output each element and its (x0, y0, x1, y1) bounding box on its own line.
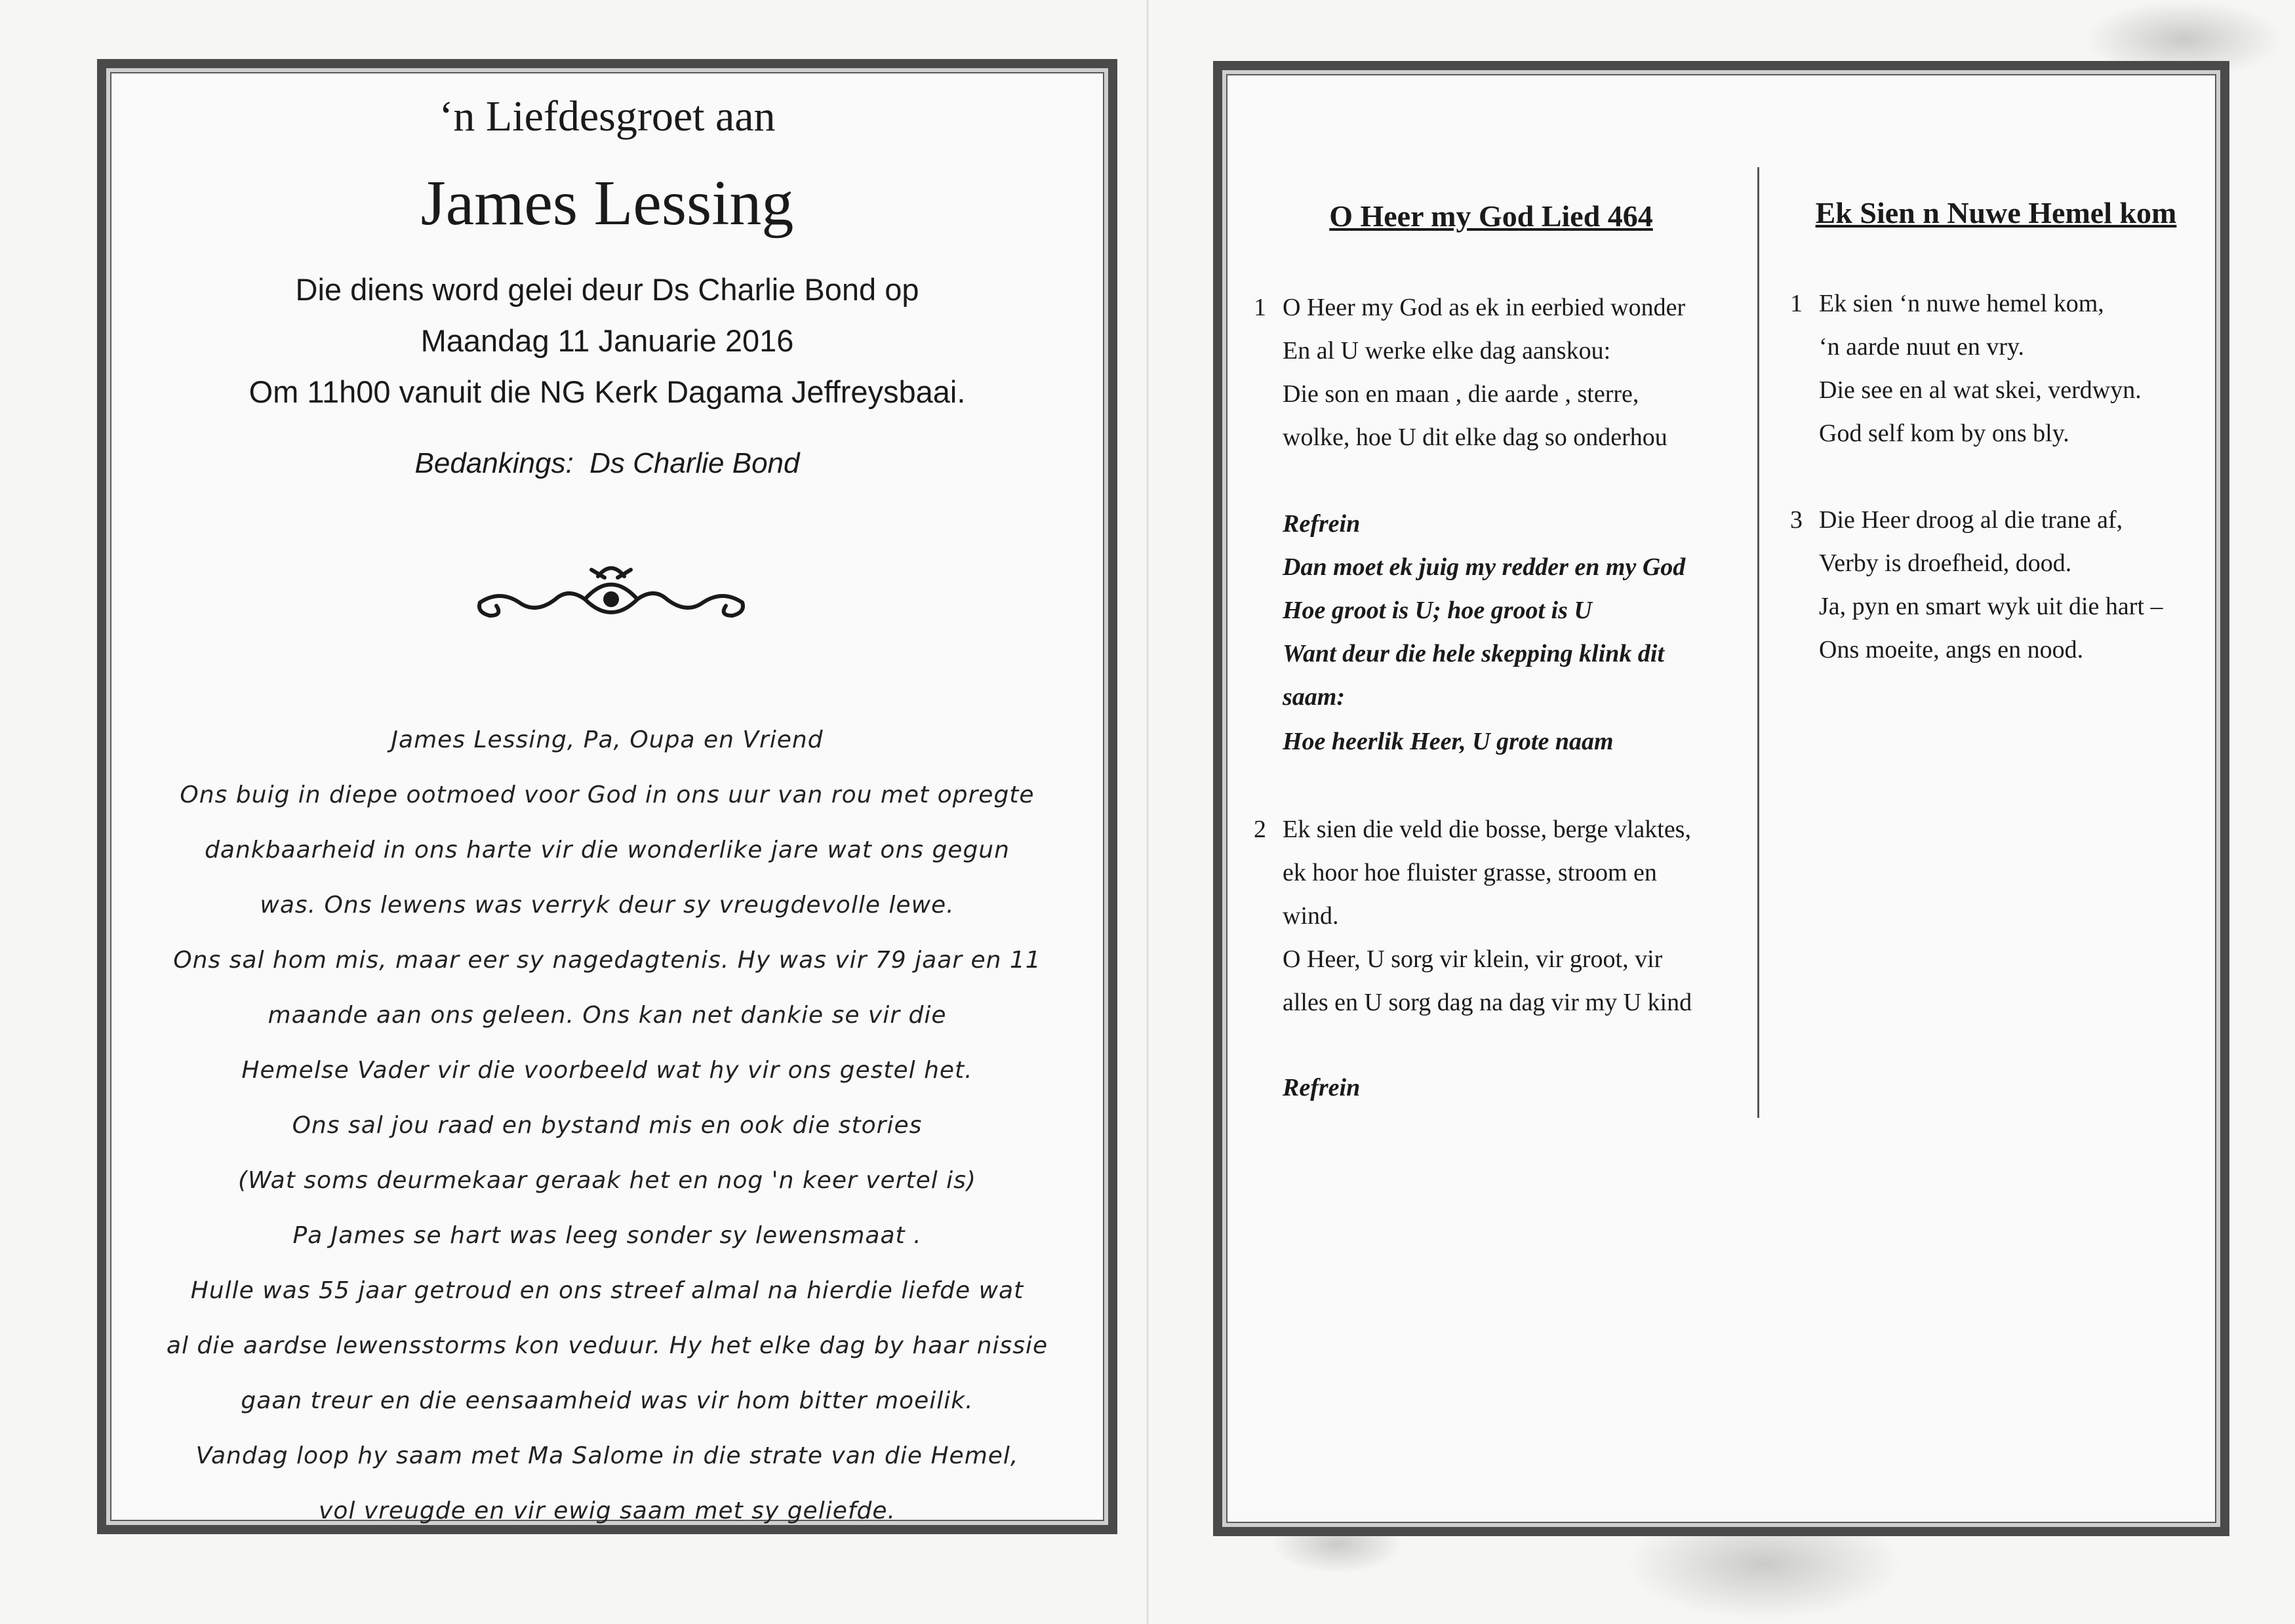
tribute-line: Hemelse Vader vir die voorbeeld wat hy vir ons gestel het. (241, 1057, 973, 1084)
thanks-line (106, 447, 1108, 480)
verse-line: ek hoor hoe fluister grasse, stroom en (1283, 859, 1657, 886)
verse-line: Ek sien ‘n nuwe hemel kom, (1819, 290, 2104, 317)
flourish-ornament-icon (467, 557, 755, 642)
tribute-line: Hulle was 55 jaar getroud en ons streef almal na hierdie liefde wat (190, 1277, 1024, 1304)
verse-line: Verby is droefheid, dood. (1819, 549, 2072, 577)
tribute-line: maande aan ons geleen. Ons kan net dankie se vir die (268, 1002, 947, 1029)
hymns-panel (1213, 61, 2229, 1536)
verse-line: Die Heer droog al die trane af, (1819, 506, 2123, 534)
verse-line: wind. (1283, 902, 1339, 930)
refrain-line: Hoe groot is U; hoe groot is U (1283, 597, 1592, 624)
tribute-line: dankbaarheid in ons harte vir die wonderlike jare wat ons gegun (205, 837, 1010, 863)
verse-line: En al U werke elke dag aanskou: (1283, 337, 1611, 365)
tribute-line: Ons sal hom mis, maar eer sy nagedagtenis. Hy was vir 79 jaar en 11 (173, 947, 1041, 974)
tribute-line: Ons buig in diepe ootmoed voor God in ons uur van rou met opregte (180, 782, 1035, 808)
tribute-line: was. Ons lewens was verryk deur sy vreugdevolle lewe. (260, 892, 955, 919)
tribute-line: (Wat soms deurmekaar geraak het en nog 'n keer vertel is) (238, 1167, 976, 1194)
refrain-line: saam: (1283, 683, 1345, 711)
verse-number: 1 (1790, 290, 1803, 317)
tribute-line: Vandag loop hy saam met Ma Salome in die strate van die Hemel, (195, 1442, 1019, 1469)
song-title: Ek Sien n Nuwe Hemel kom (1815, 196, 2177, 229)
deceased-name: James Lessing (420, 168, 794, 239)
greeting: ‘n Liefdesgroet aan (439, 92, 776, 140)
verse-number: 3 (1790, 506, 1803, 534)
refrain-repeat-label: Refrein (1283, 1074, 1361, 1101)
verse-line: Die see en al wat skei, verdwyn. (1819, 376, 2142, 404)
verse-line: Ja, pyn en smart wyk uit die hart – (1819, 593, 2163, 620)
refrain-line: Hoe heerlik Heer, U grote naam (1283, 728, 1614, 755)
verse-line: alles en U sorg dag na dag vir my U kind (1283, 989, 1692, 1016)
tribute-line: James Lessing, Pa, Oupa en Vriend (391, 726, 824, 753)
tribute-line: Pa James se hart was leeg sonder sy lewensmaat . (292, 1222, 922, 1249)
verse-line: Die son en maan , die aarde , sterre, (1283, 380, 1639, 408)
verse-line: Ek sien die veld die bosse, berge vlaktes, (1283, 816, 1691, 843)
refrain-label: Refrein (1283, 510, 1361, 538)
tribute-line: al die aardse lewensstorms kon veduur. Hy het elke dag by haar nissie (166, 1332, 1048, 1359)
thanks-name: Ds Charlie Bond (589, 447, 800, 479)
service-line: Die diens word gelei deur Ds Charlie Bond op (295, 272, 919, 307)
tribute-line: vol vreugde en vir ewig saam met sy geliefde. (319, 1497, 896, 1524)
verse-line: ‘n aarde nuut en vry. (1819, 333, 2025, 361)
service-time-venue: Om 11h00 vanuit die NG Kerk Dagama Jeffreysbaai. (249, 374, 966, 409)
page-fold (1146, 0, 1149, 1624)
column-divider (1757, 167, 1759, 1118)
verse-line: wolke, hoe U dit elke dag so onderhou (1283, 424, 1667, 451)
tribute-panel (97, 59, 1117, 1534)
verse-line: Ons moeite, angs en nood. (1819, 636, 2084, 663)
verse-line: O Heer, U sorg vir klein, vir groot, vir (1283, 945, 1663, 973)
tribute-line: Ons sal jou raad en bystand mis en ook die stories (292, 1112, 923, 1139)
service-date: Maandag 11 Januarie 2016 (420, 323, 794, 358)
tribute-line: gaan treur en die eensaamheid was vir hom bitter moeilik. (241, 1387, 974, 1414)
refrain-line: Want deur die hele skepping klink dit (1283, 640, 1665, 667)
verse-number: 2 (1254, 816, 1266, 843)
thanks-label: Bedankings: (414, 447, 574, 479)
verse-number: 1 (1254, 294, 1266, 321)
verse-line: O Heer my God as ek in eerbied wonder (1283, 294, 1686, 321)
verse-line: God self kom by ons bly. (1819, 420, 2069, 447)
refrain-line: Dan moet ek juig my redder en my God (1283, 553, 1686, 581)
song-title: O Heer my God Lied 464 (1329, 199, 1653, 233)
